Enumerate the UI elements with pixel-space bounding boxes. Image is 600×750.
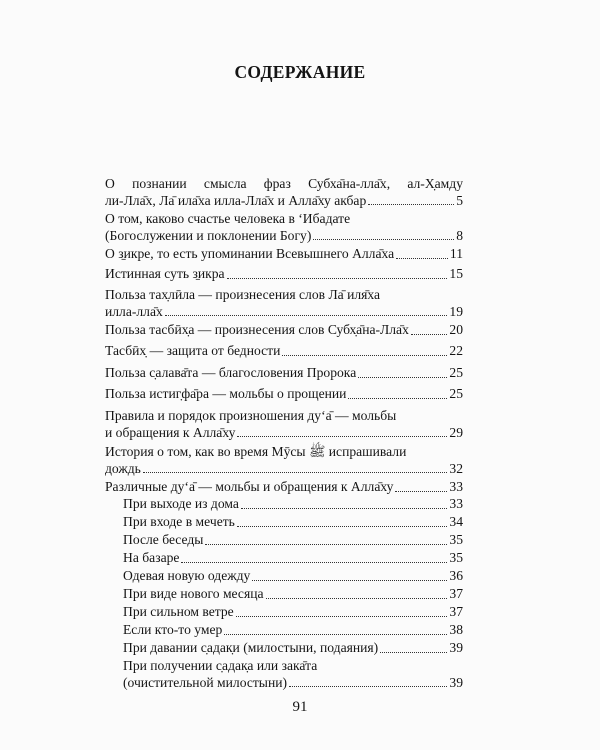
- page-title: СОДЕРЖАНИЕ: [234, 62, 366, 82]
- toc-entry-text: История о том, как во время Мӯсы ﷺ испрашивали: [105, 444, 407, 459]
- toc-subentry-text: На базаре: [123, 550, 180, 565]
- toc-page-number: 20: [449, 322, 463, 337]
- toc-entry-text: О том, каково счастье человека в ‘Ибадате: [105, 211, 351, 226]
- page-number: 91: [292, 699, 308, 715]
- toc-page-number: 22: [449, 343, 463, 358]
- leader-dots: [396, 257, 448, 259]
- toc-subentry: [123, 550, 463, 567]
- leader-dots: [236, 615, 448, 617]
- toc-page-number: 39: [449, 640, 463, 655]
- leader-dots: [348, 397, 447, 399]
- toc-page-number: 37: [449, 604, 463, 619]
- toc-page-number: 15: [449, 266, 463, 281]
- leader-dots: [165, 314, 448, 316]
- toc-page-number: 34: [449, 514, 463, 529]
- toc-entry: [105, 386, 463, 403]
- toc-subentry-text: При сильном ветре: [123, 604, 234, 619]
- toc-page-number: 39: [449, 674, 463, 690]
- toc-subentry-text: (очистительной милостыни): [123, 674, 288, 690]
- toc-page-number: 35: [449, 532, 463, 547]
- toc-subentry: [123, 532, 463, 549]
- leader-dots: [380, 651, 447, 653]
- toc-page-number: 25: [449, 365, 463, 380]
- leader-dots: [282, 354, 447, 356]
- toc-subentry: [123, 622, 463, 639]
- toc-entry-text: Польза тасбӣх̣а — произнесения слов Субх̣а̄на-Лла̄х: [105, 322, 409, 337]
- toc-subentry: [123, 604, 463, 621]
- toc-entry: [105, 343, 463, 360]
- toc-subentry: [123, 658, 463, 691]
- leader-dots: [181, 561, 447, 563]
- toc-subentry: [123, 514, 463, 531]
- leader-dots: [237, 435, 447, 437]
- leader-dots: [358, 376, 447, 378]
- toc-entry-text: Различные ду‘а̄ — мольбы и обращения к Алла̄ху: [105, 479, 394, 494]
- toc-subentry-text: После беседы: [123, 532, 204, 547]
- toc-entry-text: Польза истиг̣фа̄ра — мольбы о прощении: [105, 386, 347, 401]
- leader-dots: [241, 507, 447, 509]
- toc-page-number: 25: [449, 386, 463, 401]
- toc-subentry-text: При давании с̣адак̣и (милостыни, подаяния): [123, 640, 379, 655]
- leader-dots: [143, 471, 448, 473]
- toc-subentry-text: При входе в мечеть: [123, 514, 235, 529]
- toc-entry: [105, 211, 463, 244]
- toc-entry: [105, 408, 463, 441]
- leader-dots: [289, 685, 447, 687]
- toc-page-number: 35: [449, 550, 463, 565]
- toc-entry-text: О з̱икре, то есть упоминании Всевышнего Алла̄ха: [105, 246, 395, 261]
- leader-dots: [227, 277, 448, 279]
- toc-entry-text: дождь: [105, 460, 141, 476]
- toc-subentry: [123, 586, 463, 603]
- leader-dots: [313, 238, 454, 240]
- toc-subentry: [123, 568, 463, 585]
- toc-page-number: 38: [449, 622, 463, 637]
- toc-entry: [105, 287, 463, 320]
- toc-subentry-text: При выходе из дома: [123, 496, 239, 511]
- toc-entry-text: О познании смысла фраз Субха̄на-лла̄х, ал-Х̣амду: [105, 176, 463, 191]
- toc-entry-text: и обращения к Алла̄ху: [105, 424, 236, 440]
- toc-subentry-text: Если кто-то умер: [123, 622, 223, 637]
- leader-dots: [395, 490, 447, 492]
- toc-entry-text: ли-Лла̄х, Ла̄ ила̄ха илла-Лла̄х и Алла̄ху акбар: [105, 192, 367, 208]
- leader-dots: [368, 203, 454, 205]
- toc-entry-text: илла-лла̄х: [105, 303, 163, 319]
- leader-dots: [224, 633, 447, 635]
- toc-subentry-text: При получении с̣адак̣а или зака̄та: [123, 658, 318, 673]
- toc-entry: [105, 176, 463, 209]
- leader-dots: [266, 597, 448, 599]
- toc-subentry-text: При виде нового месяца: [123, 586, 264, 601]
- toc-entry-text: Правила и порядок произношения ду‘а̄ — мольбы: [105, 408, 397, 423]
- leader-dots: [411, 333, 448, 335]
- toc-page-number: 8: [456, 227, 463, 243]
- toc-entry: [105, 266, 463, 283]
- toc-entry: [105, 246, 463, 263]
- toc-page-number: 19: [449, 303, 463, 319]
- toc-page-number: 32: [449, 460, 463, 476]
- toc-entry: [105, 322, 463, 339]
- toc-entry: [105, 444, 463, 477]
- toc-subentry: [123, 496, 463, 513]
- toc-entry-text: Польза с̣алава̄та — благословения Пророка: [105, 365, 357, 380]
- toc-page-number: 33: [449, 496, 463, 511]
- toc-entry: [105, 479, 463, 496]
- toc-entry-text: Истинная суть з̱икра: [105, 266, 225, 281]
- leader-dots: [252, 579, 447, 581]
- toc-entry-text: Тасбӣх̣ — защита от бедности: [105, 343, 281, 358]
- toc-subentry: [123, 640, 463, 657]
- toc-page-number: 29: [449, 424, 463, 440]
- leader-dots: [237, 525, 448, 527]
- toc-page-number: 5: [456, 192, 463, 208]
- toc-page-number: 33: [449, 479, 463, 494]
- toc-entry-text: Польза тах̣лӣла — произнесения слов Ла̄ иля̄ха: [105, 287, 381, 302]
- toc-page-number: 11: [449, 246, 463, 261]
- toc-subentry-text: Одевая новую одежду: [123, 568, 251, 583]
- toc-entry: [105, 365, 463, 382]
- toc-page-number: 36: [449, 568, 463, 583]
- toc-page-number: 37: [449, 586, 463, 601]
- leader-dots: [205, 543, 447, 545]
- toc-entry-text: (Богослужении и поклонении Богу): [105, 227, 312, 243]
